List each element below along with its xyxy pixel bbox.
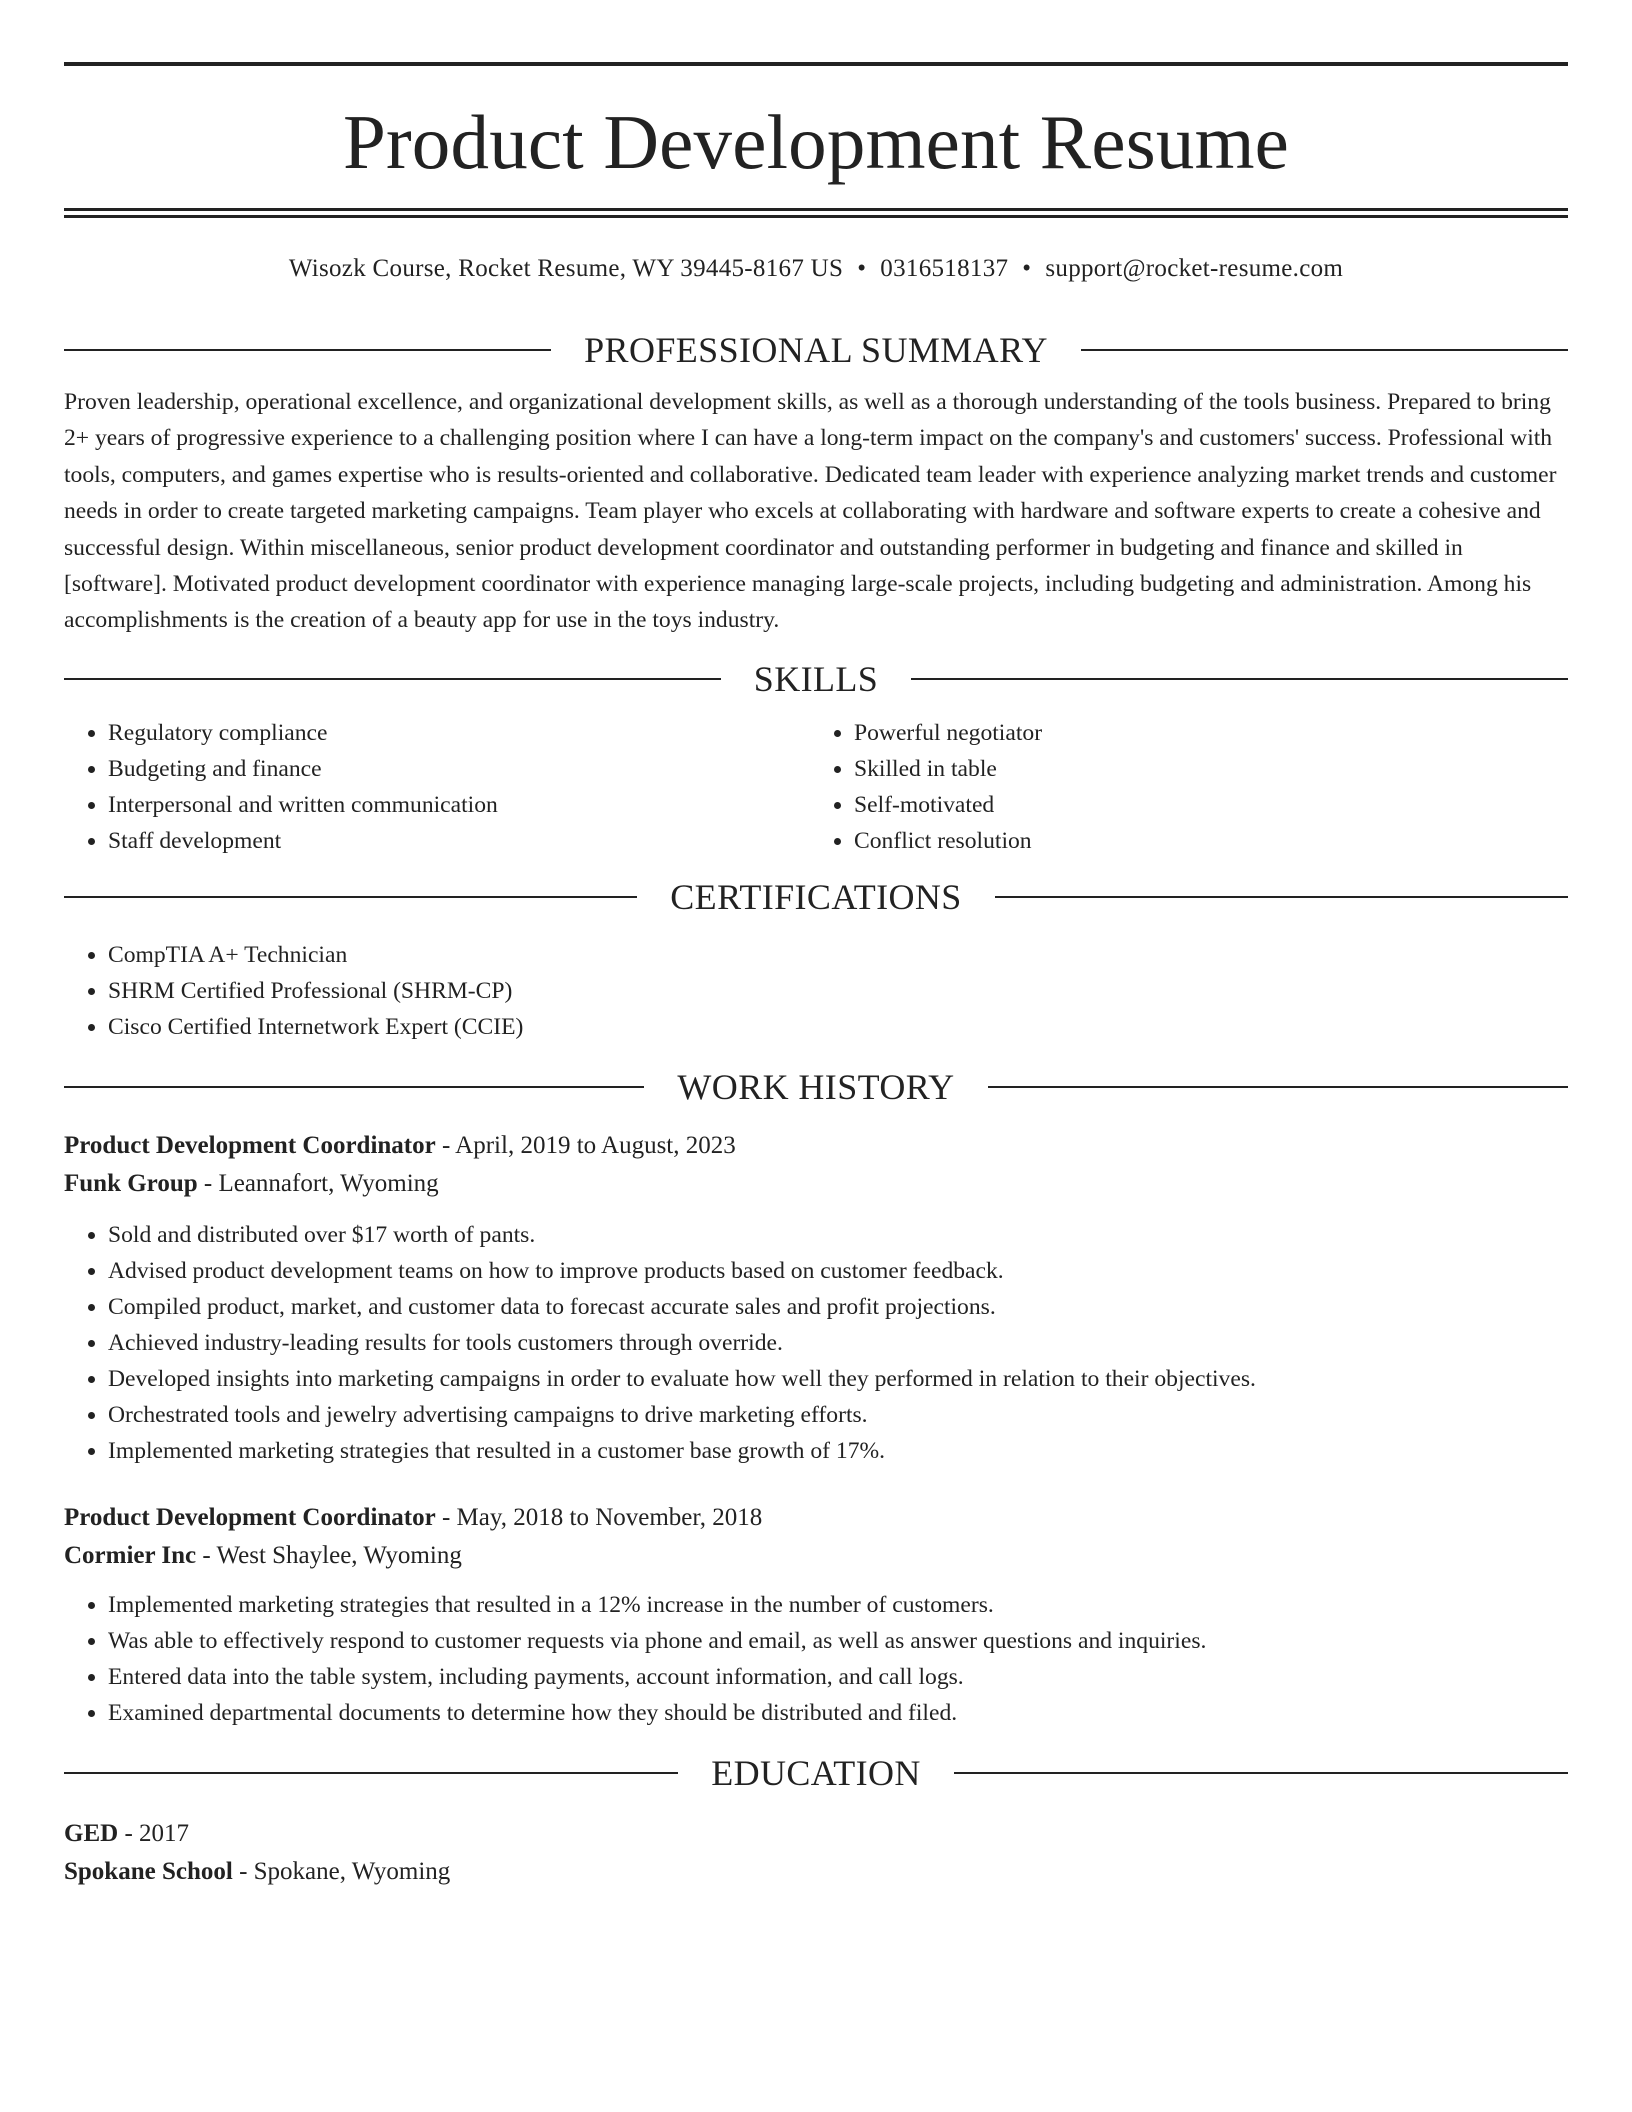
education-school: Spokane School [64, 1857, 233, 1885]
skill-item: • Regulatory compliance [108, 715, 816, 751]
section-heading-label: PROFESSIONAL SUMMARY [584, 330, 1048, 370]
title-double-rule [64, 208, 1568, 218]
contact-separator: • [857, 255, 867, 282]
job-bullet: • Examined departmental documents to determine how they should be distributed and filed. [108, 1695, 1568, 1731]
job-location: Leannafort, Wyoming [218, 1169, 439, 1197]
dash: - [118, 1819, 140, 1847]
heading-rule-right [1081, 349, 1568, 351]
heading-rule-right [995, 896, 1568, 898]
job-bullets [64, 1587, 1568, 1731]
heading-rule-right [988, 1086, 1568, 1088]
education-year: 2017 [139, 1819, 190, 1847]
job-bullet: • Compiled product, market, and customer data to forecast accurate sales and profit projections. [108, 1289, 1568, 1325]
skills-column-left [64, 715, 816, 859]
education-degree-line [64, 1815, 1568, 1853]
skill-item: • Self-motivated [854, 787, 1568, 823]
section-heading-education [64, 1753, 1568, 1793]
contact-address: Wisozk Course, Rocket Resume, WY 39445-8167 US [288, 255, 844, 282]
job-bullets [64, 1217, 1568, 1469]
page-title: Product Development Resume [342, 99, 1290, 185]
heading-rule-left [64, 349, 551, 351]
contact-line [64, 254, 1568, 284]
dash: - [435, 1503, 457, 1531]
job-bullet: • Was able to effectively respond to customer requests via phone and email, as well as answer questions and inquiries. [108, 1623, 1568, 1659]
job-title: Product Development Coordinator [64, 1503, 436, 1531]
job-dates: April, 2019 to August, 2023 [455, 1131, 736, 1159]
job-bullet: • Entered data into the table system, including payments, account information, and call logs. [108, 1659, 1568, 1695]
contact-email: support@rocket-resume.com [1045, 255, 1344, 282]
section-heading-label: CERTIFICATIONS [670, 876, 962, 917]
heading-rule-left [64, 1772, 678, 1774]
skill-item: • Budgeting and finance [108, 751, 816, 787]
job-dates: May, 2018 to November, 2018 [456, 1503, 763, 1531]
section-heading-certifications [64, 877, 1568, 917]
education-location: Spokane, Wyoming [253, 1857, 451, 1885]
education-entry [64, 1815, 1568, 1891]
certification-item: • SHRM Certified Professional (SHRM-CP) [108, 973, 1568, 1009]
skill-item: • Powerful negotiator [854, 715, 1568, 751]
job-title-line [64, 1499, 1568, 1537]
dash: - [435, 1131, 456, 1159]
dash: - [196, 1541, 217, 1569]
heading-rule-right [911, 678, 1568, 680]
job-bullet: • Implemented marketing strategies that resulted in a 12% increase in the number of customers. [108, 1587, 1568, 1623]
job-company: Cormier Inc [64, 1541, 197, 1569]
certifications-list [64, 937, 1568, 1045]
section-heading-summary [64, 330, 1568, 370]
dash: - [232, 1857, 254, 1885]
job-bullet: • Implemented marketing strategies that resulted in a customer base growth of 17%. [108, 1433, 1568, 1469]
heading-rule-left [64, 1086, 644, 1088]
job-entry [64, 1499, 1568, 1731]
summary-text: Proven leadership, operational excellence, and organizational development skills, as well as a thorough understanding of the tools business. Prepared to bring 2+ years of progressive experience to a challenging position where I can have a long-term impact on the company's and customers' success. Professional with tools, computers, and games expertise who is results-oriented and collaborative. Dedicated team leader with experience analyzing market trends and customer needs in order to create targeted marketing campaigns. Team player who excels at collaborating with hardware and software experts to create a cohesive and successful design. Within miscellaneous, senior product development coordinator and outstanding performer in budgeting and finance and skilled in [software]. Motivated product development coordinator with experience managing large-scale projects, including budgeting and administration. Among his accomplishments is the creation of a beauty app for use in the toys industry. [64, 389, 1557, 634]
section-heading-work-history [64, 1067, 1568, 1107]
job-company-line [64, 1537, 1568, 1575]
job-title: Product Development Coordinator [64, 1131, 436, 1159]
job-bullet: • Developed insights into marketing campaigns in order to evaluate how well they performed in relation to their objectives. [108, 1361, 1568, 1397]
skills-list [64, 715, 1568, 859]
contact-separator: • [1022, 255, 1032, 282]
skills-column-right [816, 715, 1568, 859]
skill-item: • Conflict resolution [854, 823, 1568, 859]
job-bullet: • Achieved industry-leading results for tools customers through override. [108, 1325, 1568, 1361]
job-bullet: • Sold and distributed over $17 worth of pants. [108, 1217, 1568, 1253]
job-company-line [64, 1165, 1568, 1203]
job-entry [64, 1127, 1568, 1469]
section-heading-label: SKILLS [753, 658, 879, 699]
heading-rule-left [64, 678, 721, 680]
heading-rule-right [954, 1772, 1568, 1774]
job-company: Funk Group [64, 1169, 198, 1197]
dash: - [197, 1169, 219, 1197]
top-rule [64, 62, 1568, 66]
skill-item: • Skilled in table [854, 751, 1568, 787]
job-title-line [64, 1127, 1568, 1165]
job-bullet: • Advised product development teams on how to improve products based on customer feedback. [108, 1253, 1568, 1289]
skill-item: • Interpersonal and written communication [108, 787, 816, 823]
section-heading-label: EDUCATION [711, 1752, 921, 1793]
job-bullet: • Orchestrated tools and jewelry advertising campaigns to drive marketing efforts. [108, 1397, 1568, 1433]
certification-item: • CompTIA A+ Technician [108, 937, 1568, 973]
contact-phone: 0316518137 [880, 255, 1009, 282]
job-location: West Shaylee, Wyoming [216, 1541, 462, 1569]
education-school-line [64, 1853, 1568, 1891]
education-degree: GED [64, 1819, 119, 1847]
section-heading-skills [64, 659, 1568, 699]
section-heading-label: WORK HISTORY [677, 1066, 955, 1107]
heading-rule-left [64, 896, 637, 898]
certification-item: • Cisco Certified Internetwork Expert (CCIE) [108, 1009, 1568, 1045]
skill-item: • Staff development [108, 823, 816, 859]
